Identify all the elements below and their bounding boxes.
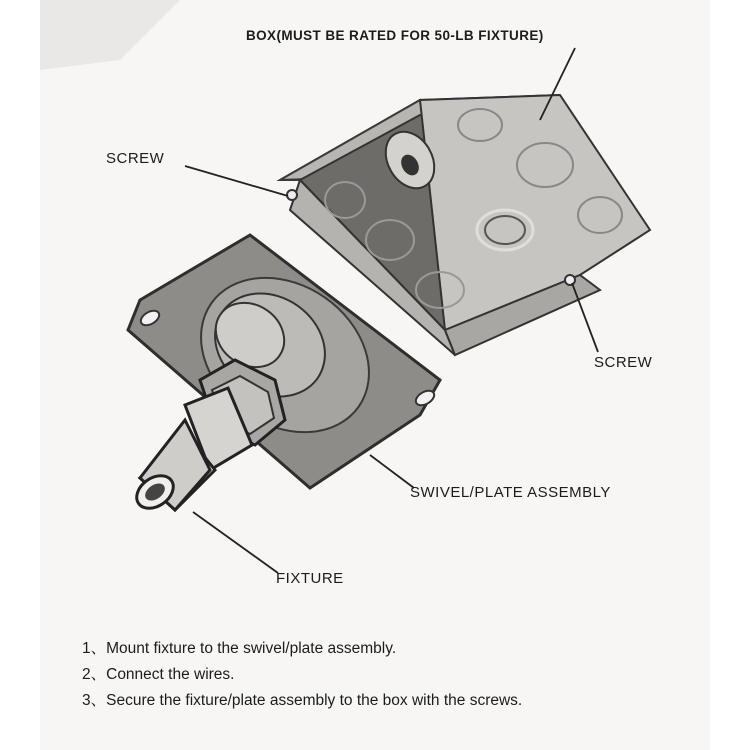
swivel-plate-label: SWIVEL/PLATE ASSEMBLY xyxy=(410,484,611,501)
instruction-steps xyxy=(82,636,522,714)
box-screw-right xyxy=(565,275,575,285)
step-2: 2、Connect the wires. xyxy=(82,666,235,683)
step-1: 1、Mount fixture to the swivel/plate assembly. xyxy=(82,640,397,657)
screw-top-label: SCREW xyxy=(106,150,165,167)
step-3: 3、Secure the fixture/plate assembly to the box with the screws. xyxy=(82,692,523,709)
box-screw-left xyxy=(287,190,297,200)
box-label: BOX(MUST BE RATED FOR 50-LB FIXTURE) xyxy=(246,28,544,43)
screw-right-label: SCREW xyxy=(594,354,653,371)
fixture-label: FIXTURE xyxy=(276,570,344,587)
